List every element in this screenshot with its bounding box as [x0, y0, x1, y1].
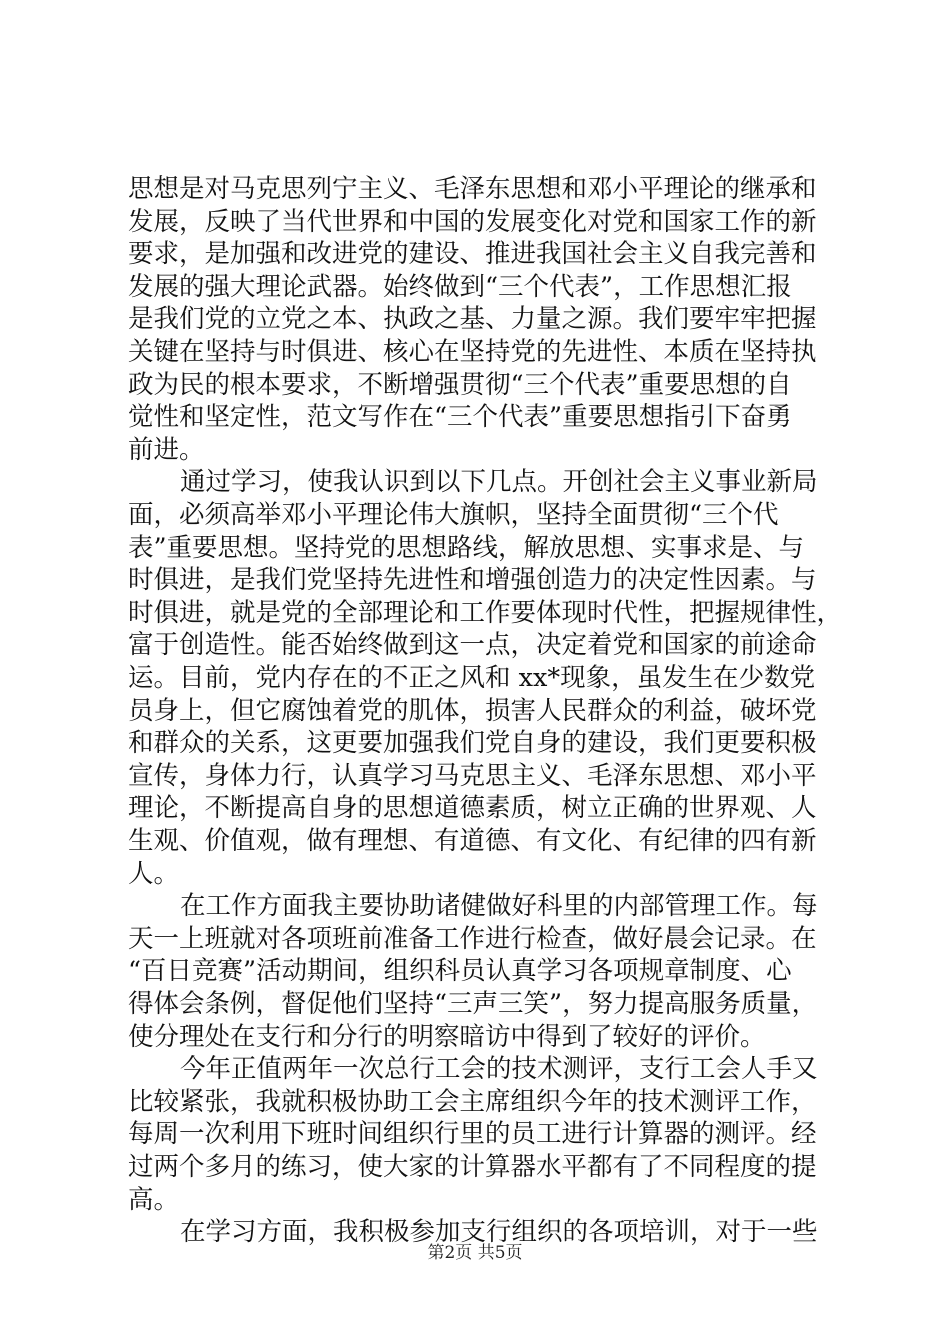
page-number-footer: 第2页 共5页 — [427, 1243, 523, 1263]
text-line: 要求，是加强和改进党的建设、推进我国社会主义自我完善和 — [128, 239, 817, 270]
text-line: 高。 — [128, 1184, 180, 1215]
text-line: 面，必须高举邓小平理论伟大旗帜，坚持全面贯彻“三个代 — [128, 500, 779, 530]
text-line: 人。 — [128, 858, 180, 889]
text-line: 时俱进，就是党的全部理论和工作要体现时代性，把握规律性， — [128, 597, 843, 628]
text-line: 过两个多月的练习，使大家的计算器水平都有了不同程度的提 — [128, 1152, 817, 1182]
text-line: 运。目前，党内存在的不正之风和 xx*现象，虽发生在少数党 — [128, 663, 816, 693]
text-line: 和群众的关系，这更要加强我们党自身的建设，我们更要积极 — [128, 728, 817, 759]
text-line: 天一上班就对各项班前准备工作进行检查，做好晨会记录。在 — [128, 923, 817, 954]
text-line: 今年正值两年一次总行工会的技术测评，支行工会人手又 — [180, 1054, 818, 1085]
text-line: 思想是对马克思列宁主义、毛泽东思想和邓小平理论的继承和 — [128, 174, 817, 204]
text-line: 觉性和坚定性，范文写作在“三个代表”重要思想指引下奋勇 — [128, 402, 792, 433]
text-line: 时俱进，是我们党坚持先进性和增强创造力的决定性因素。与 — [128, 565, 817, 596]
text-line: 发展，反映了当代世界和中国的发展变化对党和国家工作的新 — [128, 206, 817, 237]
text-line: 表”重要思想。坚持党的思想路线，解放思想、实事求是、与 — [128, 532, 805, 563]
text-line: “百日竞赛”活动期间，组织科员认真学习各项规章制度、心 — [128, 956, 792, 987]
text-line: 关键在坚持与时俱进、核心在坚持党的先进性、本质在坚持执 — [128, 337, 817, 367]
text-line: 前进。 — [128, 434, 205, 465]
text-line: 政为民的根本要求，不断增强贯彻“三个代表”重要思想的自 — [128, 369, 792, 400]
text-line: 在工作方面我主要协助诸健做好科里的内部管理工作。每 — [180, 891, 818, 922]
text-line: 生观、价值观，做有理想、有道德、有文化、有纪律的四有新 — [128, 826, 817, 856]
text-line: 使分理处在支行和分行的明察暗访中得到了较好的评价。 — [128, 1021, 766, 1052]
text-line: 在学习方面，我积极参加支行组织的各项培训，对于一些 — [180, 1217, 818, 1248]
text-line: 是我们党的立党之本、执政之基、力量之源。我们要牢牢把握 — [128, 304, 817, 335]
text-line: 比较紧张，我就积极协助工会主席组织今年的技术测评工作， — [128, 1086, 817, 1117]
text-line: 员身上，但它腐蚀着党的肌体，损害人民群众的利益，破坏党 — [128, 695, 817, 726]
text-line: 理论，不断提高自身的思想道德素质，树立正确的世界观、人 — [128, 793, 817, 824]
text-line: 富于创造性。能否始终做到这一点，决定着党和国家的前途命 — [128, 630, 817, 661]
text-line: 每周一次利用下班时间组织行里的员工进行计算器的测评。经 — [128, 1119, 817, 1150]
text-line: 得体会条例，督促他们坚持“三声三笑”，努力提高服务质量， — [128, 989, 818, 1019]
text-line: 通过学习，使我认识到以下几点。开创社会主义事业新局 — [180, 467, 818, 498]
text-line: 宣传，身体力行，认真学习马克思主义、毛泽东思想、邓小平 — [128, 760, 817, 791]
text-line: 发展的强大理论武器。始终做到“三个代表”，工作思想汇报 — [128, 271, 792, 302]
